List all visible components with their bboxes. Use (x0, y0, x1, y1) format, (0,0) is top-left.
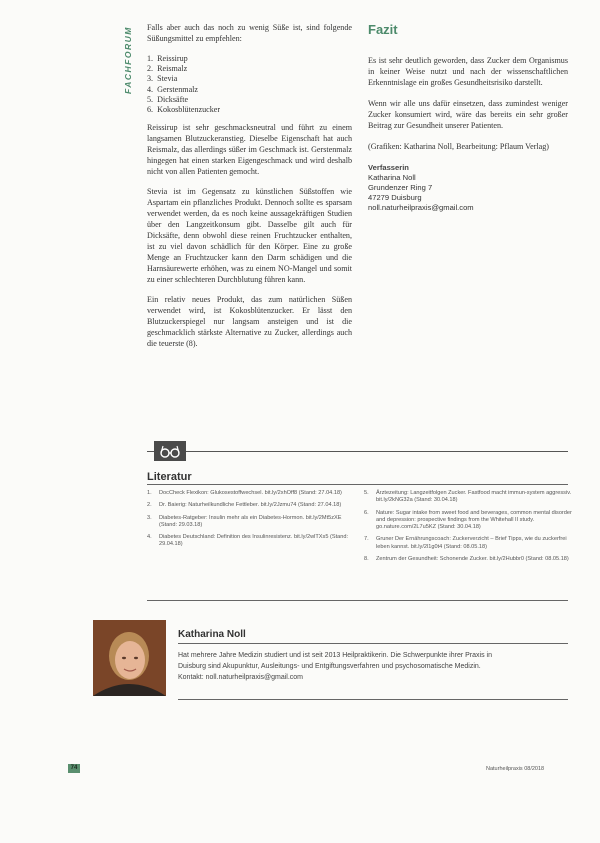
reference-item: 1. DocCheck Flexikon: Glukosestoffwechsel. bit.ly/2xhOff8 (Stand: 27.04.18) (147, 490, 342, 496)
divider (147, 451, 568, 452)
paragraph: Ein relativ neues Produkt, das zum natürlichen Süßen verwendet wird, ist Kokosblütenzucker. Er lässt den Blutzuckerspiegel nur langsam ansteigen und ist die geschmacklich stärkste Alternative zu Zucker, allerdings auch die teuerste (8). (147, 295, 352, 349)
divider (178, 643, 568, 644)
left-column (147, 22, 352, 358)
reference-item: 4. Diabetes Deutschland: Definition des Insulinresistenz. bit.ly/2wlTXs5 (Stand: 29.04.18) (147, 534, 349, 548)
author-contact-line: Grundenzer Ring 7 (368, 183, 433, 192)
author-bio: Hat mehrere Jahre Medizin studiert und ist seit 2013 Heilpraktikerin. Die Schwerpunkte ihrer Praxis in Duisburg sind Akupunktur, Ausleitungs- und Entgiftungsverfahren und psychosomatische Medizin. Kontakt: noll.naturheilpraxis@gmail.com (178, 650, 568, 683)
list-item: 3. Stevia (147, 74, 178, 84)
list-item: 1. Reissirup (147, 54, 188, 63)
paragraph: Reissirup ist sehr geschmacksneutral und führt zu einem langsamen Blutzuckeranstieg. Dieselbe Eigenschaft hat auch Reismalz, das allerdings süßer im Geschmack ist. Gerstenmalz hingegen hat einen starken Eigengeschmack und wird deshalb nicht von allen Patienten gemocht. (147, 123, 352, 177)
reference-item: 6. Nature: Sugar intake from sweet food and beverages, common mental disorder and depression: prospective findings from the Whitehall II study. go.nature.com/2L7u5KZ (Stand: 30.04.18) (364, 509, 572, 531)
paragraph: Stevia ist im Gegensatz zu künstlichen Süßstoffen wie Aspartam ein pflanzliches Produkt. Dennoch sollte es sparsam verwendet werden, da es noch keine aussagekräftigen Studien über den Langzeitkonsum gibt. Dasselbe gilt auch für Dicksäfte, denn obwohl diese reinen Fruchtzucker enthalten, ist zu viel davon schädlich für den Körper. Eine zu große Menge an Fruchtzucker kann den Darm schädigen und die Harnsäurewerte erhöhen, was zu einem NO-Mangel und somit zu einer schlechteren Durchblutung führen kann. (147, 187, 352, 285)
author-photo (93, 620, 166, 696)
reference-item: 3. Diabetes-Ratgeber: Insulin mehr als ein Diabetes-Hormon. bit.ly/2Mt5zXE (Stand: 29.03.18) (147, 514, 342, 528)
divider (147, 600, 568, 601)
literatur-heading: Literatur (147, 471, 192, 483)
fazit-heading: Fazit (368, 22, 398, 37)
author-contact-line: Katharina Noll (368, 173, 416, 182)
reference-item: 5. Ärztezeitung: Langzeitfolgen Zucker. Fastfood macht immun-system aggressiv. bit.ly/2kNG32a (Stand: 30.04.18) (364, 490, 572, 504)
page-number: 74 (68, 764, 80, 773)
reference-item: 2. Dr. Baierig: Naturheilkundliche Fettleber. bit.ly/2Jzmu74 (Stand: 27.04.18) (147, 502, 342, 509)
issue-label: Naturheilpraxis 08/2018 (486, 766, 545, 772)
section-side-label: FACHFORUM (123, 26, 133, 94)
list-item: 5. Dicksäfte (147, 94, 189, 104)
reference-list-left (147, 490, 357, 554)
reference-item: 7. Gruner Der Ernährungscoach: Zuckerverzicht – Brief Tipps, wie du zuckerfrei leben kannst. bit.ly/2l1g0t4 (Stand: 08.05.18) (364, 536, 567, 550)
author-contact-line: 47279 Duisburg (368, 193, 422, 202)
reference-list-right (364, 490, 574, 568)
author-name: Katharina Noll (178, 629, 246, 640)
author-contact[interactable]: Kontakt: noll.naturheilpraxis@gmail.com (178, 674, 303, 681)
reference-item: 8. Zentrum der Gesundheit: Schonende Zucker. bit.ly/2Hubbr0 (Stand: 08.05.18) (364, 556, 569, 563)
author-email-link[interactable]: noll.naturheilpraxis@gmail.com (368, 203, 474, 212)
paragraph: Es ist sehr deutlich geworden, dass Zucker dem Organismus in keiner Weise nutzt und nach der wissenschaftlichen Erkenntnislage ein großes Gesundheitsrisiko darstellt. (368, 56, 568, 87)
paragraph: Wenn wir alle uns dafür einsetzen, dass zumindest weniger Zucker konsumiert wird, wäre das bereits ein sehr großer Beitrag zur Gesundheit unserer Patienten. (368, 99, 568, 130)
divider (147, 484, 568, 485)
sweetener-list (147, 53, 352, 114)
credits-text: (Grafiken: Katharina Noll, Bearbeitung: Pflaum Verlag) (368, 142, 550, 151)
verfasserin-heading: Verfasserin (368, 163, 409, 172)
divider (178, 699, 568, 700)
list-item: 6. Kokosblütenzucker (147, 104, 221, 114)
list-item: 4. Gerstenmalz (147, 84, 199, 94)
list-item: 2. Reismalz (147, 64, 188, 74)
glasses-icon (154, 441, 186, 461)
right-column (368, 22, 568, 213)
intro-text: Falls aber auch das noch zu wenig Süße ist, sind folgende Süßungsmittel zu empfehlen: (147, 23, 352, 43)
